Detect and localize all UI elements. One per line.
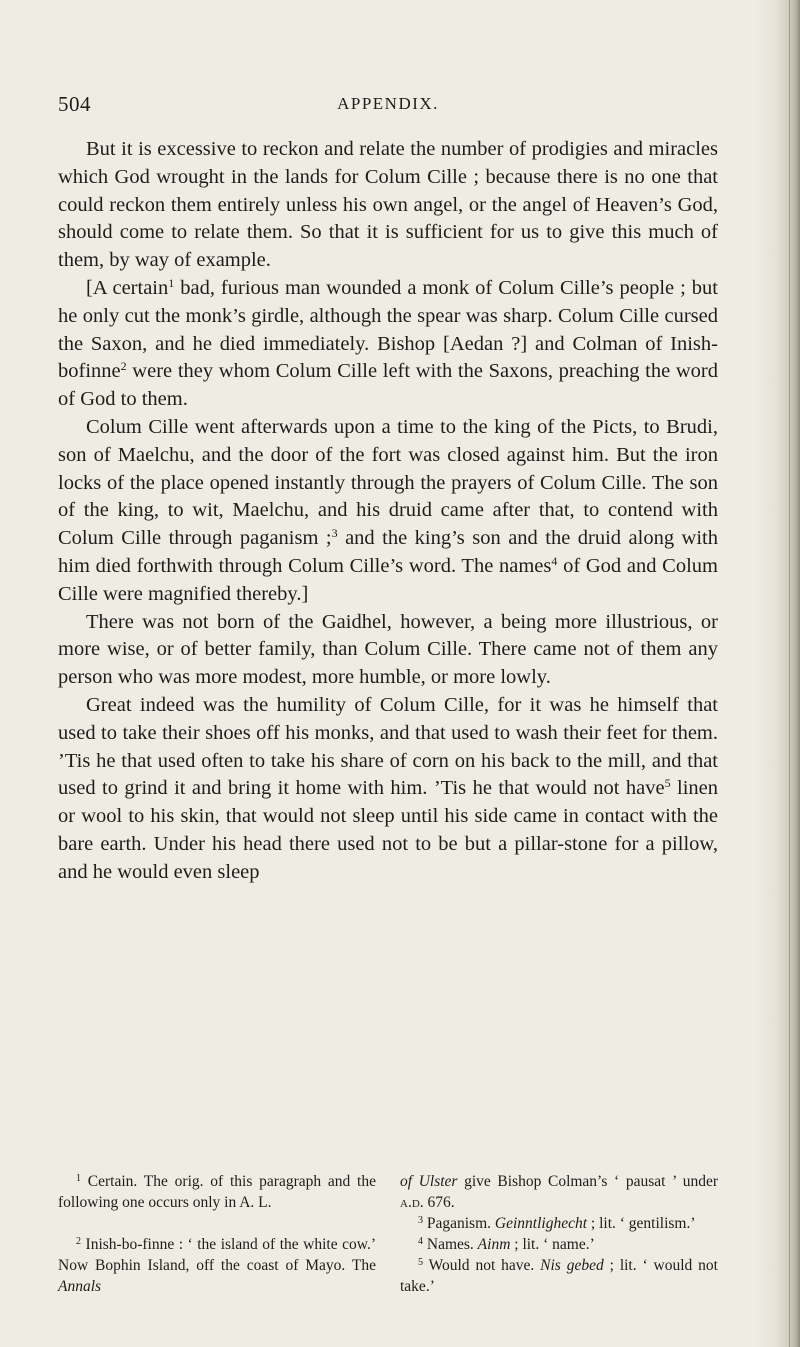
footnote-5-term: Nis gebed (540, 1257, 604, 1274)
footnote-5 (400, 1255, 718, 1297)
footnote-2-marker: 2 (76, 1236, 81, 1247)
footnote-3 (400, 1213, 718, 1234)
paragraph-4: There was not born of the Gaidhel, however, a being more illustrious, or more wise, or of better family, than Colum Cille. There came not of them any person who was more modest, more humble, or more lowly. (58, 610, 718, 689)
footnote-5-text-a: Would not have. (423, 1257, 541, 1274)
footnote-2-continued (400, 1171, 718, 1213)
running-head: APPENDIX. (337, 94, 439, 113)
paragraph-1: But it is excessive to reckon and relate the number of prodigies and miracles which God wrought in the lands for Colum Cille ; because there is no one that could reckon them entirely unless his own angel, or the angel of Heaven’s God, should come to relate them. So that it is sufficient for us to give this much of them, by way of example. (58, 138, 718, 272)
footnote-ref-1: 1 (168, 275, 175, 290)
footnotes (58, 1171, 718, 1297)
footnote-3-text-a: Paganism. (423, 1215, 495, 1232)
page-edge-line (789, 0, 790, 1347)
footnotes-column-right (400, 1171, 718, 1297)
paragraph-5-part-2: linen or wool to his skin, that would not sleep until his side came in contact with the bare earth. Under his head there used not to be but a pillar-stone for a pillow, and he would even sleep (58, 777, 718, 883)
paragraph-2 (58, 275, 718, 414)
footnotes-column-left (58, 1171, 376, 1297)
footnote-2-text-a: Inish-bo-finne : ‘ the island of the white cow.’ Now Bophin Island, off the coast of Mayo. The (58, 1236, 376, 1274)
footnote-4-text-b: ; lit. ‘ name.’ (510, 1236, 595, 1253)
footnote-2-ad: a.d. (400, 1194, 424, 1211)
footnote-3-text-b: ; lit. ‘ gentilism.’ (587, 1215, 696, 1232)
footnote-1-text: Certain. The orig. of this paragraph and the following one occurs only in A. L. (58, 1173, 376, 1211)
footnote-4 (400, 1234, 718, 1255)
footnote-4-marker: 4 (418, 1236, 423, 1247)
footnote-ref-4: 4 (551, 553, 558, 568)
paragraph-3 (58, 414, 718, 609)
footnote-ref-3: 3 (331, 526, 338, 541)
body-text (58, 136, 718, 887)
footnote-2-text-b: give Bishop Colman’s ‘ pausat ’ under (457, 1173, 719, 1190)
paragraph-3-part-1: Colum Cille went afterwards upon a time to the king of the Picts, to Brudi, son of Maelchu, and the door of the fort was closed against him. But the iron locks of the place opened instantly through the prayers of Colum Cille. The son of the king, to wit, Maelchu, and his druid came after that, to contend with Colum Cille through paganism ; (58, 415, 718, 550)
paragraph-2-part-1: [A certain (86, 276, 169, 299)
footnote-3-term: Geinntlighecht (494, 1215, 588, 1232)
page-number: 504 (58, 92, 91, 116)
paragraph-2-part-3: were they whom Colum Cille left with the Saxons, preaching the word of God to them. (58, 360, 718, 411)
footnote-4-term: Ainm (477, 1236, 511, 1253)
paragraph-2-part-2: bad, furious man wounded a monk of Colum Cille’s people ; but he only cut the monk’s girdle, although the spear was sharp. Colum Cille cursed the Saxon, and he died immediately. Bishop [Aedan ?] and Colman of Inish-bofinne (58, 276, 718, 383)
footnote-1 (58, 1171, 376, 1213)
page-edge-shadow (756, 0, 800, 1347)
paragraph-3-part-2: and the king’s son and the druid along with him died forthwith through Colum Cille’s word. The names (58, 527, 718, 577)
footnote-5-text-b: ; lit. ‘ would not take.’ (400, 1257, 718, 1295)
paragraph-5 (58, 692, 718, 887)
footnote-3-marker: 3 (418, 1215, 423, 1226)
footnote-2-text-c: 676. (423, 1194, 455, 1211)
footnote-ref-5: 5 (664, 776, 671, 791)
footnote-4-text-a: Names. (423, 1236, 478, 1253)
footnote-2-annals: Annals (58, 1278, 102, 1295)
footnote-ref-2: 2 (120, 359, 127, 374)
footnote-2 (58, 1234, 376, 1297)
page-header (58, 92, 718, 118)
footnote-1-marker: 1 (76, 1173, 81, 1184)
paragraph-3-part-3: of God and Colum Cille were magnified thereby.] (58, 554, 718, 605)
footnote-5-marker: 5 (418, 1257, 423, 1268)
footnote-2-ulster: of Ulster (400, 1173, 458, 1190)
paragraph-5-part-1: Great indeed was the humility of Colum Cille, for it was he himself that used to take their shoes off his monks, and that used to wash their feet for them. ’Tis he that used often to take his share of corn on his back to the mill, and that used to grind it and bring it home with him. ’Tis he that would not have (58, 693, 718, 800)
